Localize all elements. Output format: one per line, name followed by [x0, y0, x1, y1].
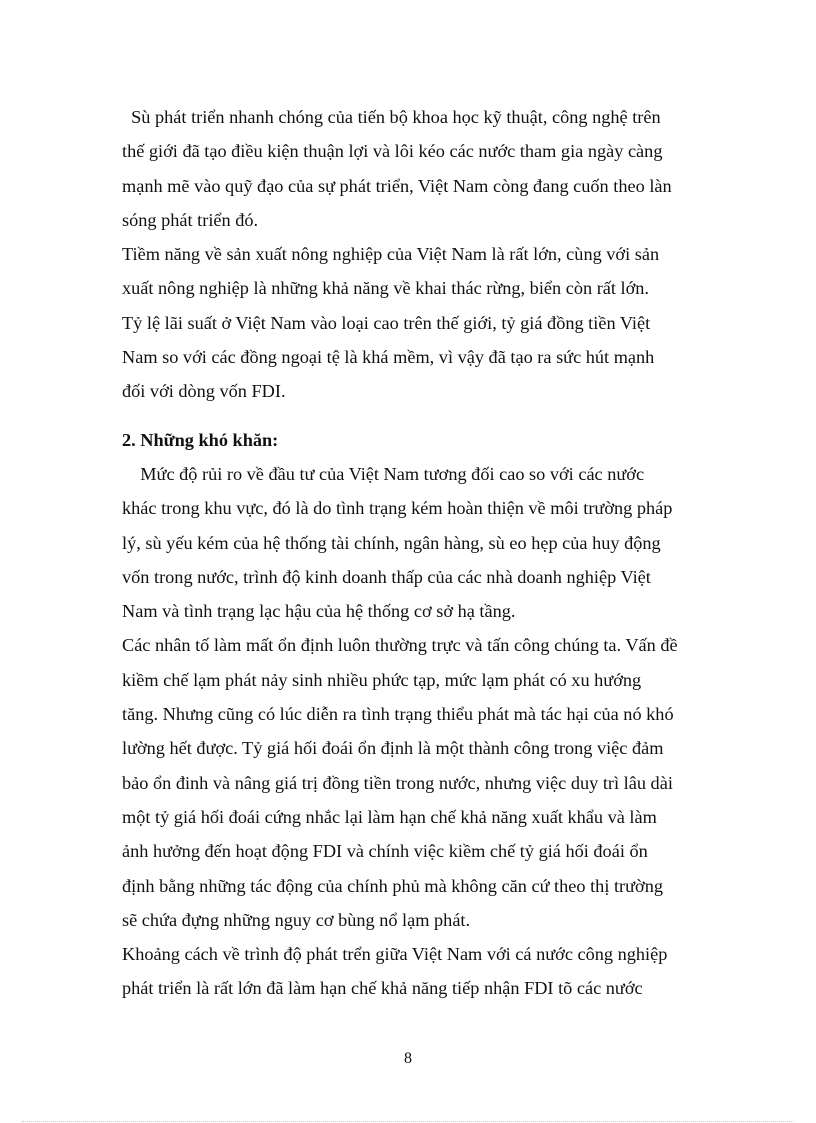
- text-line: sóng phát triển đó.: [122, 209, 259, 230]
- text-line: tăng. Nhưng cũng có lúc diễn ra tình trạng thiểu phát mà tác hại của nó khó: [122, 704, 674, 725]
- text-line: Nam và tình trạng lạc hậu của hệ thống cơ sở hạ tầng.: [122, 601, 516, 622]
- paragraph-instability-factors: [122, 628, 702, 937]
- text-line: lý, sù yếu kém của hệ thống tài chính, ngân hàng, sù eo hẹp của huy động: [122, 532, 661, 553]
- page-bottom-border: [22, 1121, 794, 1122]
- text-line: Nam so với các đồng ngoại tệ là khá mềm, vì vậy đã tạo ra sức hút mạnh: [122, 347, 655, 368]
- text-line: Tiềm năng về sản xuất nông nghiệp của Việt Nam là rất lớn, cùng với sản: [122, 244, 660, 265]
- document-body: [122, 100, 702, 1006]
- paragraph-gap: [122, 409, 702, 423]
- paragraph-investment-risk: [122, 457, 702, 628]
- text-line: khác trong khu vực, đó là do tình trạng kém hoàn thiện về môi trường pháp: [122, 498, 673, 519]
- page-number: 8: [404, 1050, 412, 1067]
- text-line: Mức độ rủi ro về đầu tư của Việt Nam tương đối cao so với các nước: [122, 463, 645, 484]
- paragraph-opportunity-tech: [122, 100, 702, 237]
- text-line: kiềm chế lạm phát nảy sinh nhiều phức tạp, mức lạm phát có xu hướng: [122, 669, 642, 690]
- text-line: Khoảng cách về trình độ phát trển giữa Việt Nam với cá nước công nghiệp: [122, 944, 668, 965]
- text-line: Tỷ lệ lãi suất ở Việt Nam vào loại cao trên thế giới, tỷ giá đồng tiền Việt: [122, 312, 651, 333]
- text-line: một tỷ giá hối đoái cứng nhắc lại làm hạn chế khả năng xuất khẩu và làm: [122, 806, 657, 827]
- text-line: xuất nông nghiệp là những khả năng về khai thác rừng, biển còn rất lớn.: [122, 278, 650, 299]
- text-line: Sù phát triển nhanh chóng của tiến bộ khoa học kỹ thuật, công nghệ trên: [122, 107, 661, 127]
- text-line: vốn trong nước, trình độ kinh doanh thấp của các nhà doanh nghiệp Việt: [122, 566, 651, 587]
- text-line: ảnh hưởng đến hoạt động FDI và chính việc kiềm chế tỷ giá hối đoái ổn: [122, 841, 648, 862]
- text-line: bảo ổn đinh và nâng giá trị đồng tiền trong nước, nhưng việc duy trì lâu dài: [122, 772, 673, 793]
- text-line: đối với dòng vốn FDI.: [122, 381, 286, 402]
- text-line: định bằng những tác động của chính phủ mà không căn cứ theo thị trường: [122, 875, 663, 896]
- paragraph-development-gap: [122, 937, 702, 1006]
- text-line: thế giới đã tạo điều kiện thuận lợi và lôi kéo các nước tham gia ngày càng: [122, 141, 663, 162]
- section-heading: 2. Những khó khăn:: [122, 429, 279, 450]
- text-line: lường hết được. Tỷ giá hối đoái ổn định là một thành công trong việc đảm: [122, 738, 664, 759]
- text-line: phát triển là rất lớn đã làm hạn chế khả năng tiếp nhận FDI tõ các nước: [122, 978, 643, 999]
- paragraph-interest-rate: [122, 306, 702, 409]
- text-line: mạnh mẽ vào quỹ đạo của sự phát triển, Việt Nam còng đang cuốn theo làn: [122, 175, 672, 196]
- text-line: Các nhân tố làm mất ổn định luôn thường trực và tấn công chúng ta. Vấn đề: [122, 635, 678, 656]
- paragraph-agriculture-potential: [122, 237, 702, 306]
- text-line: sẽ chứa đựng những nguy cơ bùng nổ lạm phát.: [122, 909, 471, 930]
